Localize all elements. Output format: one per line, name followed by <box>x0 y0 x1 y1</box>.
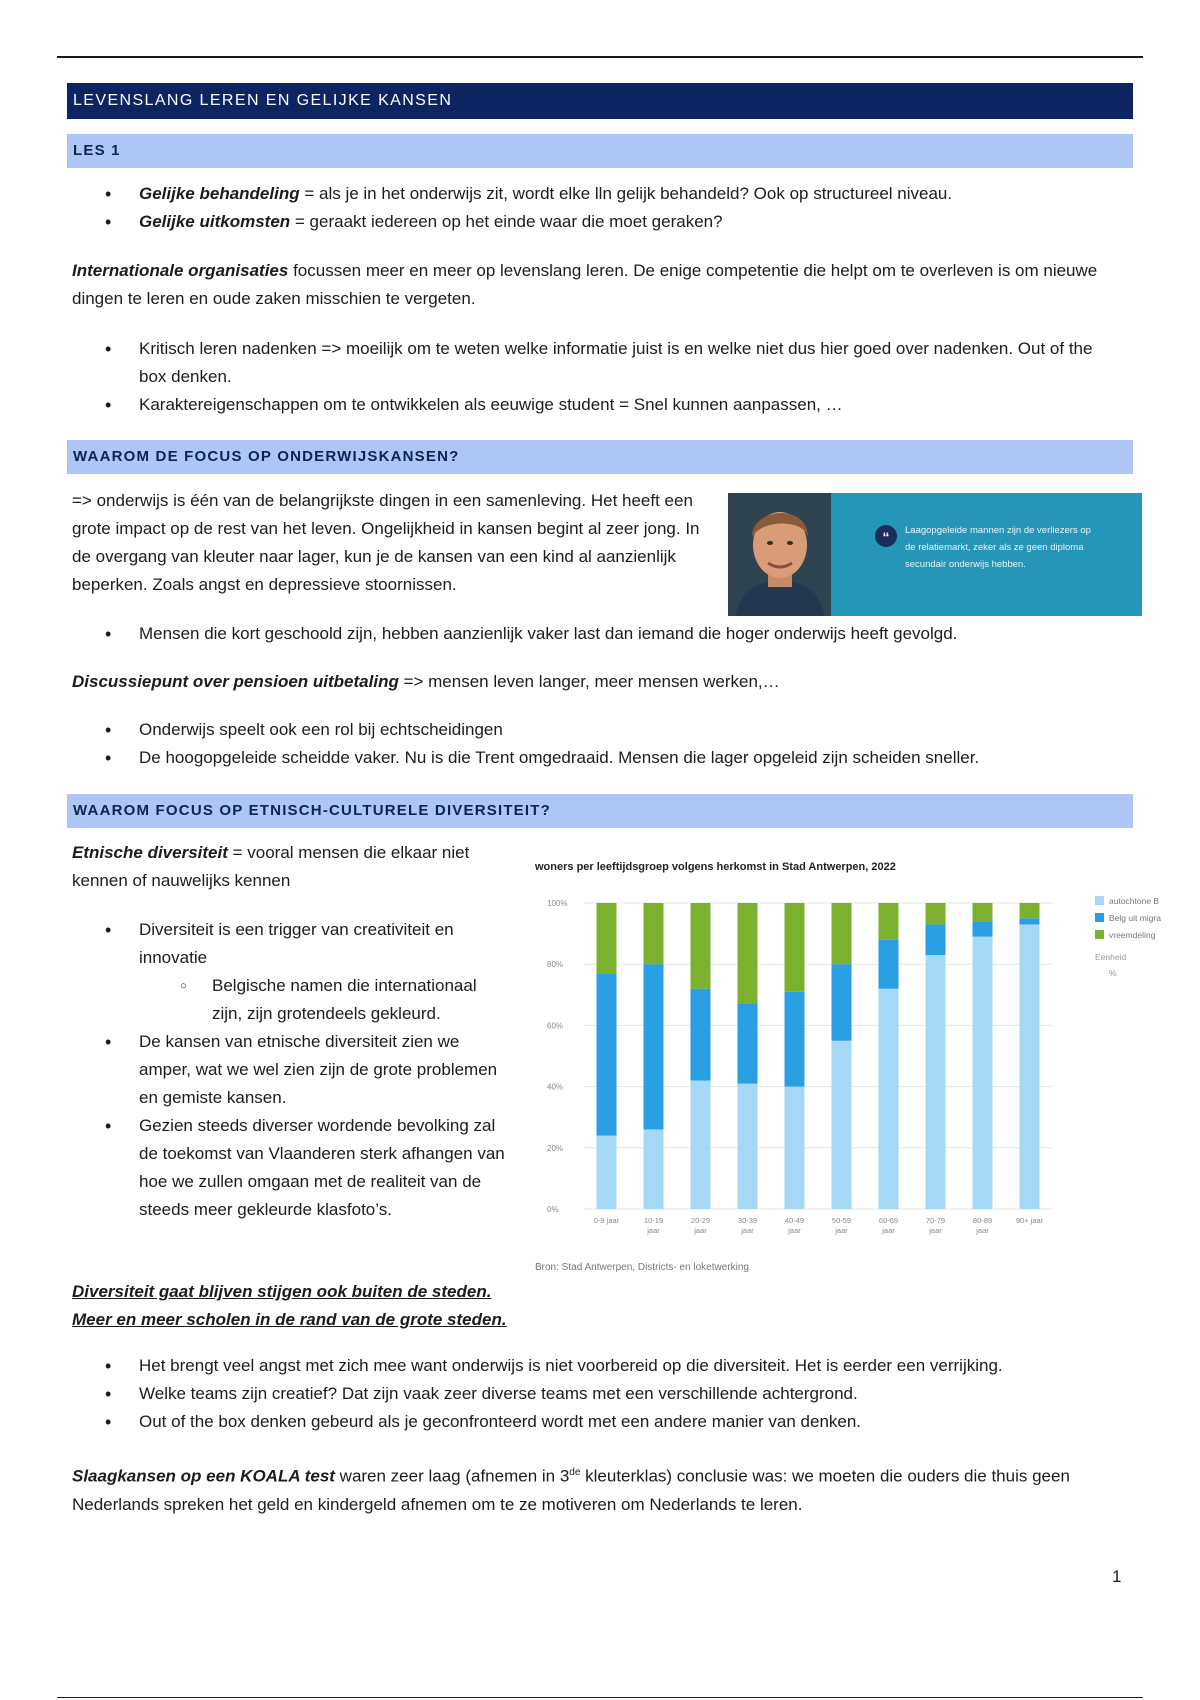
list-item: • Gelijke behandeling = als je in het onderwijs zit, wordt elke lln gelijk behandeld? Ook op structureel niveau. <box>67 180 1147 208</box>
legend-unit-value: % <box>1109 968 1117 978</box>
list-item: • Het brengt veel angst met zich mee want onderwijs is niet voorbereid op die diversiteit. Het is eerder een verrijking. <box>67 1352 1157 1380</box>
list-item: • Out of the box denken gebeurd als je geconfronteerd wordt met een andere manier van denken. <box>67 1408 1157 1436</box>
paragraph-internationaal: Internationale organisaties focussen meer en meer op levenslang leren. De enige competentie die helpt om te overleven is om nieuwe dingen te leren en oude zaken misschien te vergeten. <box>72 261 1098 308</box>
quote-card <box>728 493 1142 616</box>
quote-icon: “ <box>875 525 897 547</box>
bar-segment <box>1020 903 1040 918</box>
heading-diversiteit: WAAROM FOCUS OP ETNISCH-CULTURELE DIVERSITEIT? <box>67 794 1133 828</box>
list-item: • Gezien steeds diverser wordende bevolking zal de toekomst van Vlaanderen sterk afhangen van hoe we zullen omgaan met de realiteit van de steeds meer gekleurde klasfoto’s. <box>67 1112 510 1224</box>
underlined-statement-1: Diversiteit gaat blijven stijgen ook buiten de steden. <box>72 1282 492 1301</box>
x-tick-label: 10-19 jaar <box>643 1216 664 1235</box>
chart-title: woners per leeftijdsgroep volgens herkomst in Stad Antwerpen, 2022 <box>535 861 896 873</box>
bar-segment <box>1020 924 1040 1209</box>
bar-segment <box>644 903 664 964</box>
x-tick-label: 50-59 jaar <box>831 1216 852 1235</box>
bar-segment <box>738 1004 758 1084</box>
person-icon <box>728 493 831 616</box>
les1-bullet-list <box>67 180 1147 236</box>
list-item: • Mensen die kort geschoold zijn, hebben aanzienlijk vaker last dan iemand die hoger onderwijs heeft gevolgd. <box>67 620 1147 648</box>
list-item: • De kansen van etnische diversiteit zien we amper, wat we wel zien zijn de grote problemen en gemiste kansen. <box>67 1028 510 1112</box>
paragraph-etnische-diversiteit: Etnische diversiteit = vooral mensen die elkaar niet kennen of nauwelijks kennen <box>72 843 470 890</box>
bar-segment <box>597 903 617 973</box>
bottom-rule <box>57 1697 1143 1698</box>
angst-bullet-list <box>67 1352 1157 1436</box>
y-tick-label: 20% <box>547 1143 564 1153</box>
bar-segment <box>926 955 946 1209</box>
bar-segment <box>644 1129 664 1209</box>
x-tick-label: 60-69 jaar <box>878 1216 899 1235</box>
kortgeschoold-bullet-list <box>67 620 1147 648</box>
legend-swatch <box>1095 930 1104 939</box>
x-tick-label: 20-29 jaar <box>690 1216 711 1235</box>
legend-unit-label: Eenheid <box>1095 952 1127 962</box>
diversiteit-bullet-list <box>67 916 510 1224</box>
document-title: LEVENSLANG LEREN EN GELIJKE KANSEN <box>67 83 1133 119</box>
y-tick-label: 40% <box>547 1082 564 1092</box>
scheiding-bullet-list <box>67 716 1147 772</box>
bar-segment <box>832 1041 852 1209</box>
list-item: • Welke teams zijn creatief? Dat zijn vaak zeer diverse teams met een verschillende achtergrond. <box>67 1380 1157 1408</box>
x-tick-label: 30-39 jaar <box>737 1216 758 1235</box>
bar-segment <box>879 903 899 940</box>
legend-label: autochtone B <box>1109 896 1160 906</box>
list-item: • Gelijke uitkomsten = geraakt iedereen op het einde waar die moet geraken? <box>67 208 1147 236</box>
bar-segment <box>832 964 852 1040</box>
heading-les-1: LES 1 <box>67 134 1133 168</box>
list-item: • De hoogopgeleide scheidde vaker. Nu is die Trent omgedraaid. Mensen die lager opgeleid zijn scheiden sneller. <box>67 744 1147 772</box>
x-tick-label: 70-79 jaar <box>925 1216 946 1235</box>
list-item: • Onderwijs speelt ook een rol bij echtscheidingen <box>67 716 1147 744</box>
bar-segment <box>926 924 946 955</box>
paragraph-pensioen: Discussiepunt over pensioen uitbetaling => mensen leven langer, meer mensen werken,… <box>72 672 780 691</box>
bar-segment <box>597 1136 617 1209</box>
list-item: • Diversiteit is een trigger van creativiteit en innovatie <box>67 916 510 972</box>
bar-segment <box>691 903 711 989</box>
quote-panel <box>831 493 1142 616</box>
chart-source: Bron: Stad Antwerpen, Districts- en loketwerking <box>535 1262 749 1273</box>
bar-segment <box>879 940 899 989</box>
y-tick-label: 60% <box>547 1021 564 1031</box>
list-item: ○ Belgische namen die internationaal zijn, zijn grotendeels gekleurd. <box>67 972 510 1028</box>
bar-segment <box>879 989 899 1209</box>
herkomst-chart <box>533 848 1179 1278</box>
skills-bullet-list <box>67 335 1117 419</box>
bar-segment <box>785 903 805 992</box>
bar-segment <box>832 903 852 964</box>
x-tick-label: 80-89 jaar <box>972 1216 993 1235</box>
bar-segment <box>926 903 946 924</box>
quote-text: Laagopgeleide mannen zijn de verliezers op de relatiemarkt, zeker als ze geen diploma secundair onderwijs hebben. <box>905 525 1091 570</box>
top-rule <box>57 56 1143 58</box>
x-tick-label: 90+ jaar <box>1015 1216 1044 1225</box>
bar-segment <box>691 1080 711 1209</box>
heading-onderwijskansen: WAAROM DE FOCUS OP ONDERWIJSKANSEN? <box>67 440 1133 474</box>
underlined-statement-2: Meer en meer scholen in de rand van de grote steden. <box>72 1310 507 1329</box>
legend-swatch <box>1095 913 1104 922</box>
y-tick-label: 100% <box>547 899 568 908</box>
legend-label: Belg uit migra <box>1109 913 1161 923</box>
y-tick-label: 80% <box>547 960 564 970</box>
page-number: 1 <box>1112 1567 1122 1586</box>
bar-segment <box>1020 918 1040 924</box>
bar-segment <box>738 1084 758 1209</box>
legend-label: vreemdeling <box>1109 930 1156 940</box>
list-item: • Karaktereigenschappen om te ontwikkelen als eeuwige student = Snel kunnen aanpassen, … <box>67 391 1117 419</box>
bar-segment <box>597 973 617 1135</box>
x-tick-label: 40-49 jaar <box>784 1216 805 1235</box>
bar-segment <box>973 921 993 936</box>
portrait-photo <box>728 493 831 616</box>
x-tick-label: 0-9 jaar <box>593 1216 620 1225</box>
list-item: • Kritisch leren nadenken => moeilijk om te weten welke informatie juist is en welke niet dus hier goed over nadenken. Out of the box denken. <box>67 335 1117 391</box>
paragraph-onderwijs: => onderwijs is één van de belangrijkste dingen in een samenleving. Het heeft een grote impact op de rest van het leven. Ongelijkheid in kansen begint al zeer jong. In de overgang van kleuter naar lager, kun je de kansen van een kind al aanzienlijk beperken. Zoals angst en depressieve stoornissen. <box>72 491 700 594</box>
bar-segment <box>691 989 711 1081</box>
legend-swatch <box>1095 896 1104 905</box>
bar-segment <box>973 903 993 921</box>
paragraph-koala: Slaagkansen op een KOALA test waren zeer laag (afnemen in 3de kleuterklas) conclusie was: we moeten die ouders die thuis geen Nederlands spreken het geld en kindergeld afnemen om te ze motiveren om Nederlands te leren. <box>72 1466 1070 1514</box>
y-tick-label: 0% <box>547 1205 559 1214</box>
bar-segment <box>738 903 758 1004</box>
bar-segment <box>785 992 805 1087</box>
bar-segment <box>973 937 993 1209</box>
bar-segment <box>644 964 664 1129</box>
bar-segment <box>785 1087 805 1209</box>
